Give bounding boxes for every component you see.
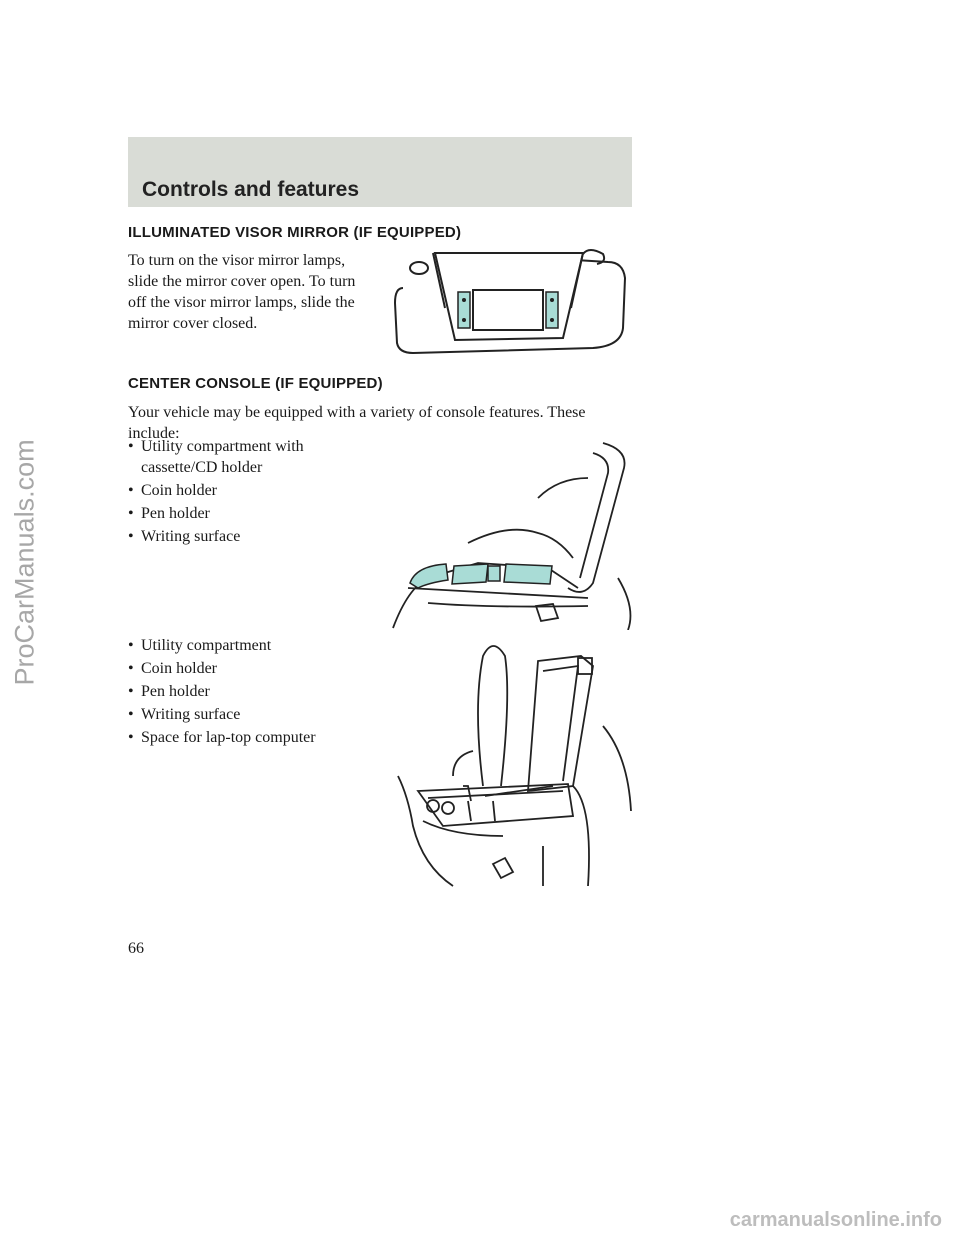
- console-feature-list-1: [128, 436, 358, 549]
- list-item: • Pen holder: [128, 505, 210, 522]
- console-feature-list-2: [128, 635, 358, 750]
- visor-mirror-illustration: [393, 248, 633, 356]
- footer-url: carmanualsonline.info: [729, 1209, 942, 1231]
- console-intro: Your vehicle may be equipped with a variety of console features. These include:: [128, 404, 586, 442]
- list-item: • Coin holder: [128, 660, 217, 677]
- watermark-text: ProCarManuals.com: [9, 439, 40, 686]
- list-item: • Utility compartment with cassette/CD holder: [128, 438, 304, 476]
- console-heading: CENTER CONSOLE (IF EQUIPPED): [128, 375, 383, 392]
- bullet-icon: •: [128, 706, 134, 723]
- list-item: • Writing surface: [128, 528, 241, 545]
- console-open-illustration: [393, 636, 633, 888]
- bullet-icon: •: [128, 683, 134, 700]
- bullet-icon: •: [128, 729, 134, 746]
- section-title: Controls and features: [142, 178, 360, 201]
- bullet-icon: •: [128, 438, 134, 455]
- bullet-icon: •: [128, 637, 134, 654]
- page-number: 66: [128, 940, 144, 957]
- visor-paragraph: To turn on the visor mirror lamps, slide the mirror cover open. To turn off the visor mirror lamps, slide the mirror cover closed.: [128, 252, 356, 332]
- visor-heading: ILLUMINATED VISOR MIRROR (IF EQUIPPED): [128, 224, 462, 241]
- list-item: • Utility compartment: [128, 637, 272, 654]
- list-item: • Writing surface: [128, 706, 241, 723]
- bullet-icon: •: [128, 660, 134, 677]
- list-item: • Space for lap-top computer: [128, 729, 316, 746]
- list-item: • Pen holder: [128, 683, 210, 700]
- console-cassette-illustration: [388, 438, 638, 630]
- bullet-icon: •: [128, 528, 134, 545]
- list-item: • Coin holder: [128, 482, 217, 499]
- bullet-icon: •: [128, 482, 134, 499]
- bullet-icon: •: [128, 505, 134, 522]
